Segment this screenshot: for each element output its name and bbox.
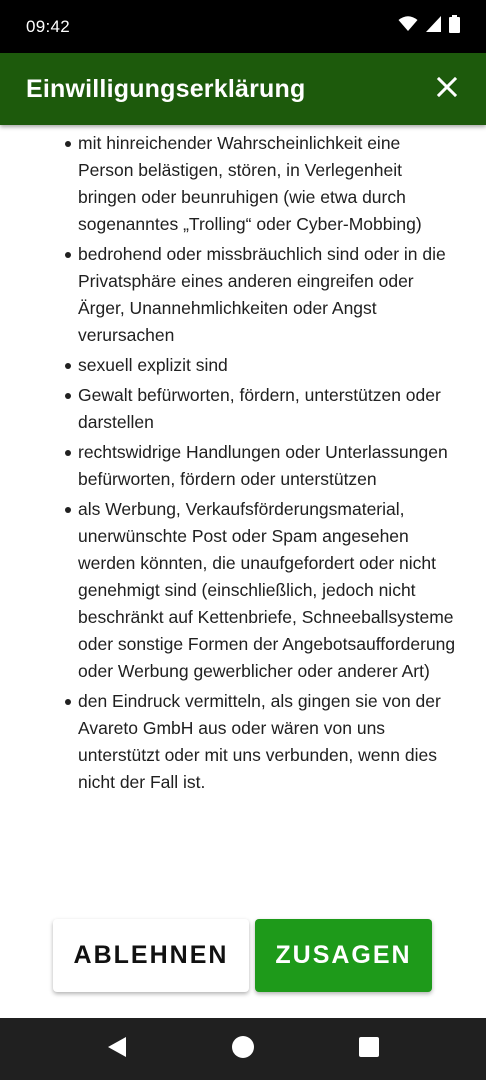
- recents-button[interactable]: [356, 1036, 382, 1062]
- bullet-list: [0, 125, 486, 796]
- home-button[interactable]: [230, 1036, 256, 1062]
- list-item: sexuell explizit sind: [78, 352, 456, 379]
- close-icon: [437, 77, 457, 102]
- action-buttons: [0, 919, 486, 993]
- navigation-bar: [0, 1018, 486, 1080]
- consent-text-scroll-area[interactable]: [0, 125, 486, 895]
- list-item: rechtswidrige Handlungen oder Unterlassungen befürworten, fördern oder unterstützen: [78, 439, 456, 493]
- recents-icon: [359, 1037, 379, 1062]
- close-button[interactable]: [434, 76, 460, 102]
- back-icon: [106, 1036, 128, 1063]
- battery-icon: [449, 15, 460, 38]
- list-item: mit hinreichender Wahrscheinlichkeit eine Person belästigen, stören, in Verlegenheit bringen oder beunruhigen (wie etwa durch sogenanntes „Trolling“ oder Cyber-Mobbing): [78, 130, 456, 238]
- decline-button[interactable]: ABLEHNEN: [53, 919, 249, 992]
- signal-icon: [426, 16, 441, 37]
- page-title: Einwilligungserklärung: [26, 74, 306, 103]
- back-button[interactable]: [104, 1036, 130, 1062]
- list-item: als Werbung, Verkaufsförderungsmaterial, unerwünschte Post oder Spam angesehen werden könnten, die unaufgefordert oder nicht genehmigt sind (einschließlich, jedoch nicht beschränkt auf Kettenbriefe, Schneeballsysteme oder sonstige Formen der Angebotsaufforderung oder Werbung gewerblicher oder anderer Art): [78, 496, 456, 685]
- list-item: den Eindruck vermitteln, als gingen sie von der Avareto GmbH aus oder wären von uns unterstützt oder mit uns verbunden, wenn dies nicht der Fall ist.: [78, 688, 456, 796]
- accept-button[interactable]: ZUSAGEN: [255, 919, 432, 992]
- wifi-icon: [398, 16, 418, 37]
- app-bar: [0, 53, 486, 125]
- status-time: 09:42: [26, 16, 71, 36]
- list-item: bedrohend oder missbräuchlich sind oder in die Privatsphäre eines anderen eingreifen oder Ärger, Unannehmlichkeiten oder Angst verursachen: [78, 241, 456, 349]
- list-item: Gewalt befürworten, fördern, unterstützen oder darstellen: [78, 382, 456, 436]
- status-bar: [0, 0, 486, 53]
- status-icons: [398, 15, 460, 38]
- home-icon: [231, 1035, 255, 1064]
